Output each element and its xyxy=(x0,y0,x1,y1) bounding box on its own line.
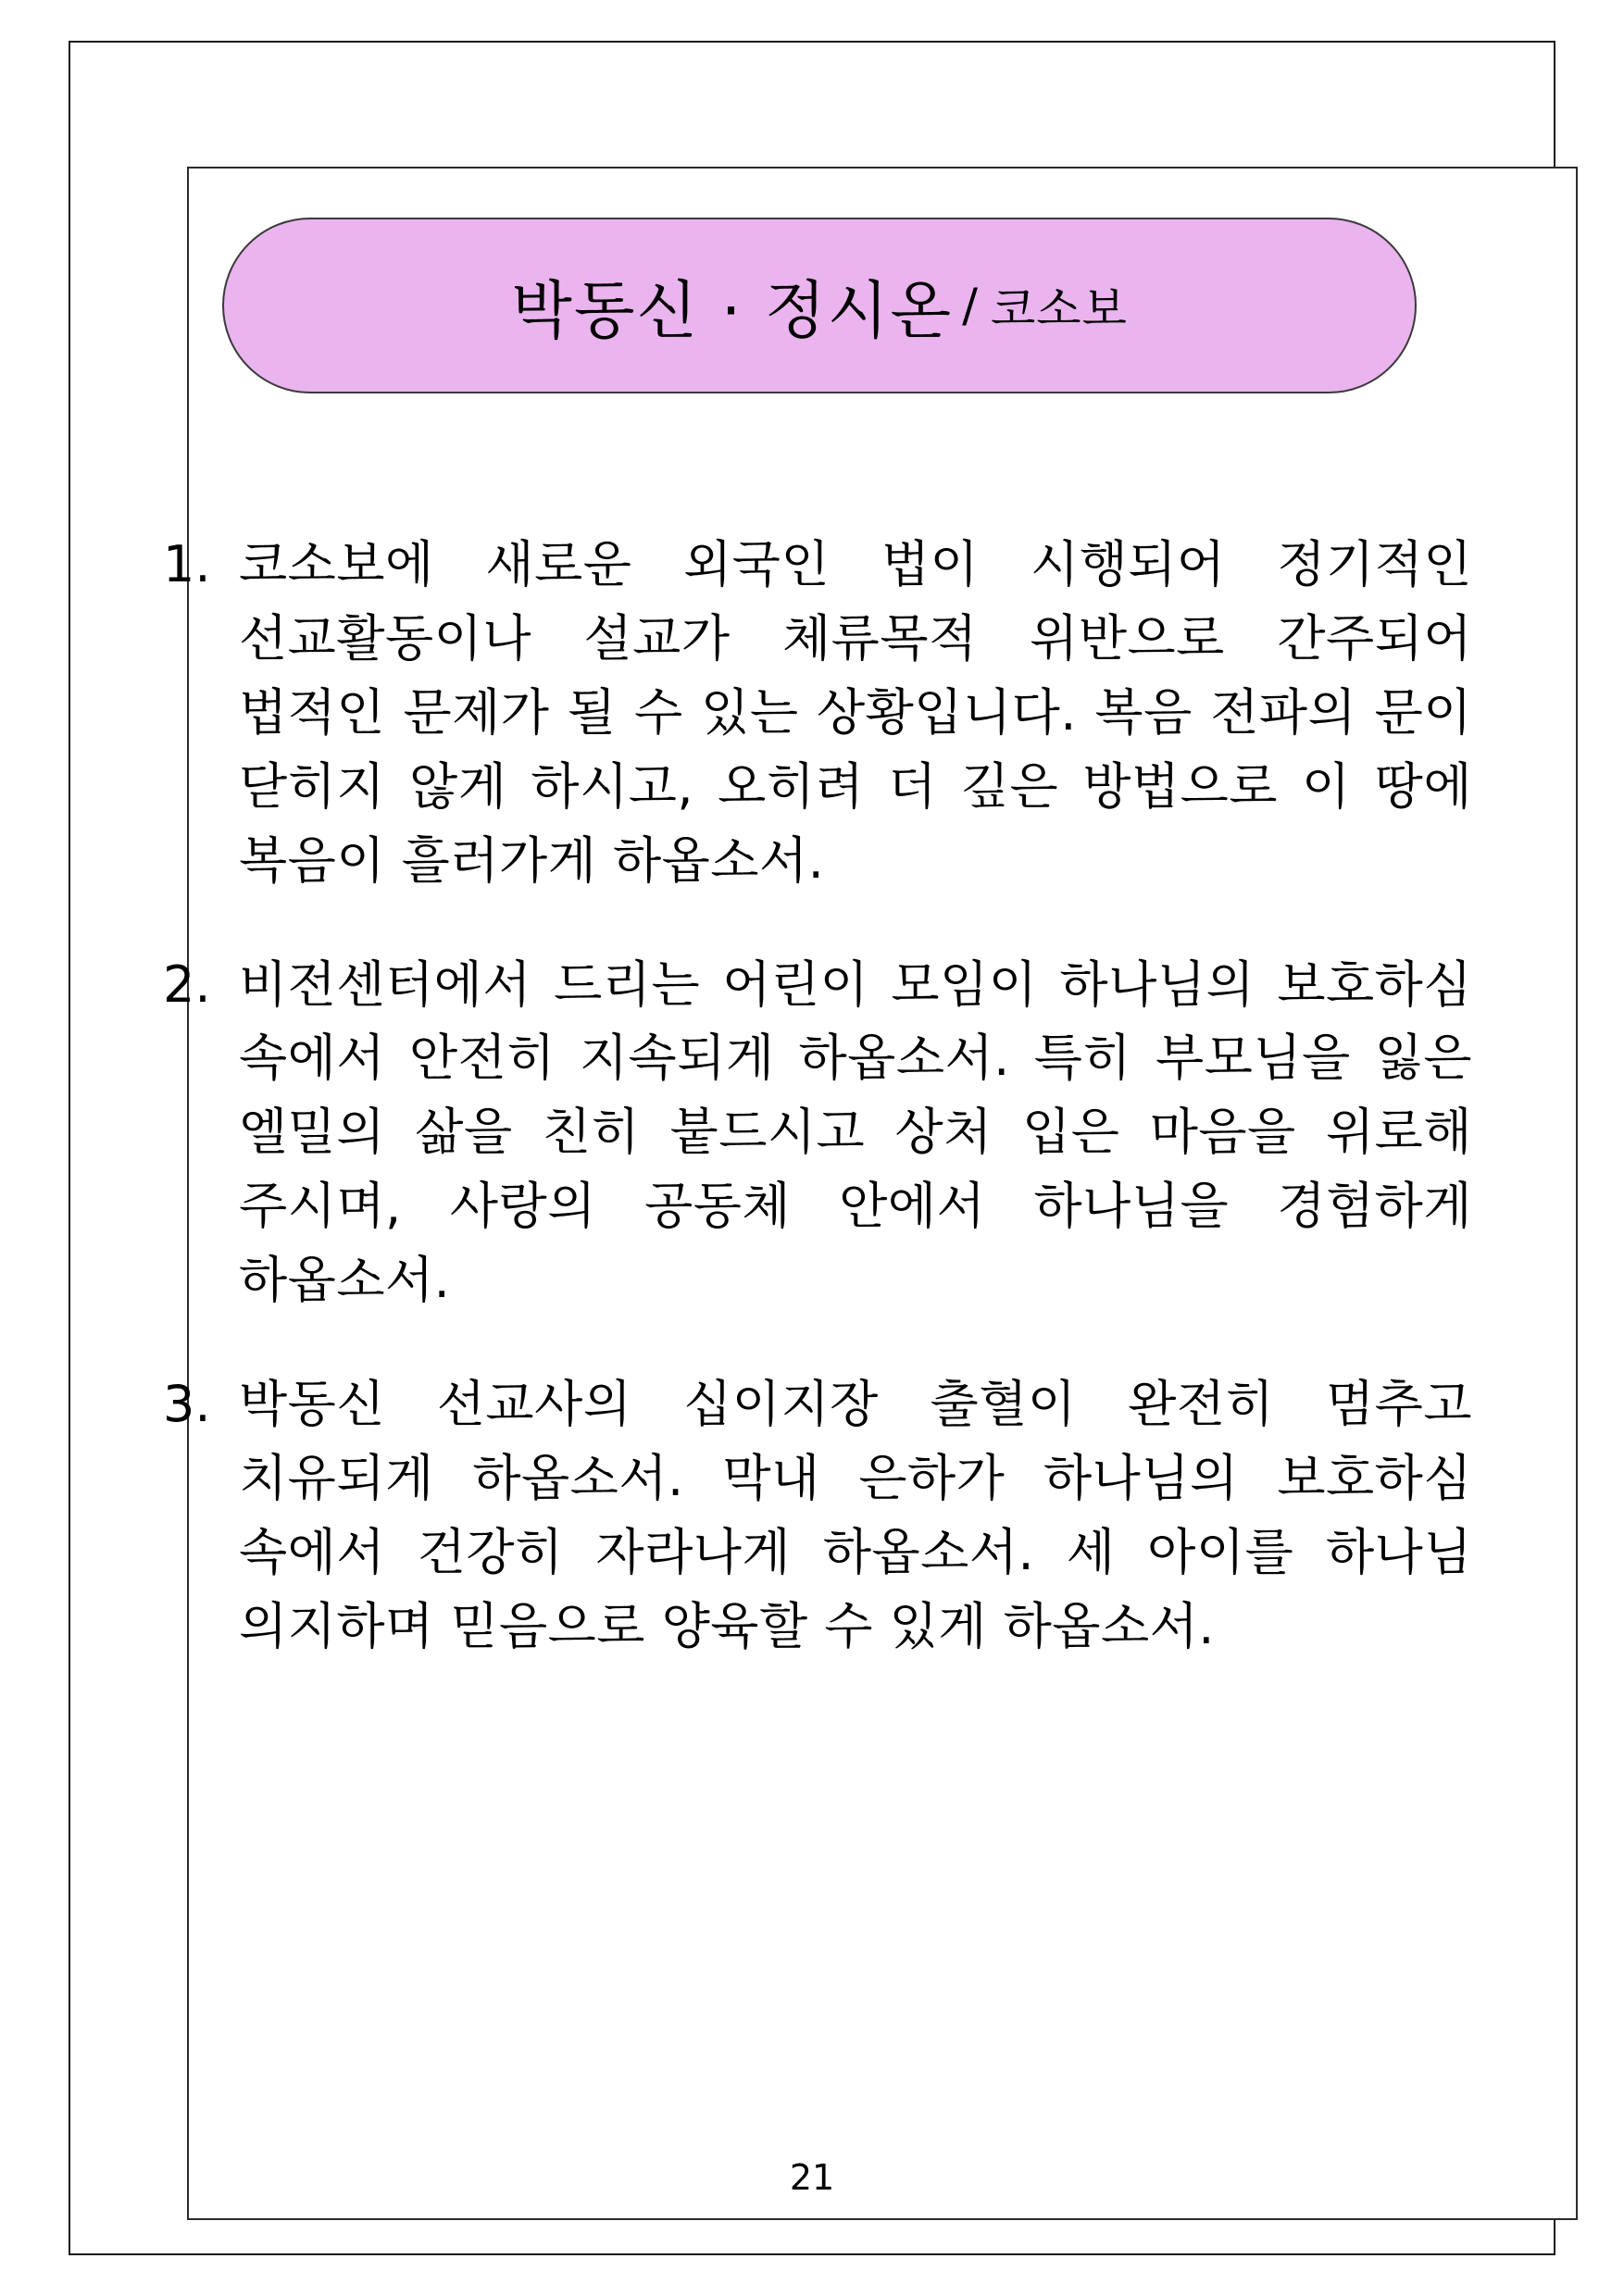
list-item-number: 2. xyxy=(163,955,211,1014)
list-item xyxy=(157,1367,1472,1664)
list-item-number: 3. xyxy=(163,1375,211,1434)
title-separator: / xyxy=(962,279,978,332)
prayer-request-list xyxy=(157,528,1472,1714)
list-item xyxy=(157,528,1472,898)
mission-field-name: 코소보 xyxy=(990,282,1128,336)
missionary-title-banner xyxy=(222,218,1417,393)
list-item-number: 1. xyxy=(163,535,211,593)
list-item-text: 코소보에 새로운 외국인 법이 시행되어 정기적인 선교활동이나 설교가 체류목적 위반으로 간주되어 법적인 문제가 될 수 있는 상황입니다. 복음 전파의 문이 닫히지 않게 하시고, 오히려 더 깊은 방법으로 이 땅에 복음이 흘러가게 하옵소서. xyxy=(239,535,1472,890)
list-item xyxy=(157,948,1472,1318)
missionary-names: 박동신 · 정시온 xyxy=(511,274,954,348)
list-item-text: 비전센터에서 드리는 어린이 모임이 하나님의 보호하심 속에서 안전히 지속되게 하옵소서. 특히 부모님을 잃은 엘밀의 삶을 친히 붙드시고 상처 입은 마음을 위로해 주시며, 사랑의 공동체 안에서 하나님을 경험하게 하옵소서. xyxy=(239,955,1472,1310)
page-number: 21 xyxy=(789,2157,835,2198)
list-item-text: 박동신 선교사의 십이지장 출혈이 완전히 멈추고 치유되게 하옵소서. 막내 은하가 하나님의 보호하심 속에서 건강히 자라나게 하옵소서. 세 아이를 하나님 의지하며 믿음으로 양육할 수 있게 하옵소서. xyxy=(239,1375,1472,1655)
